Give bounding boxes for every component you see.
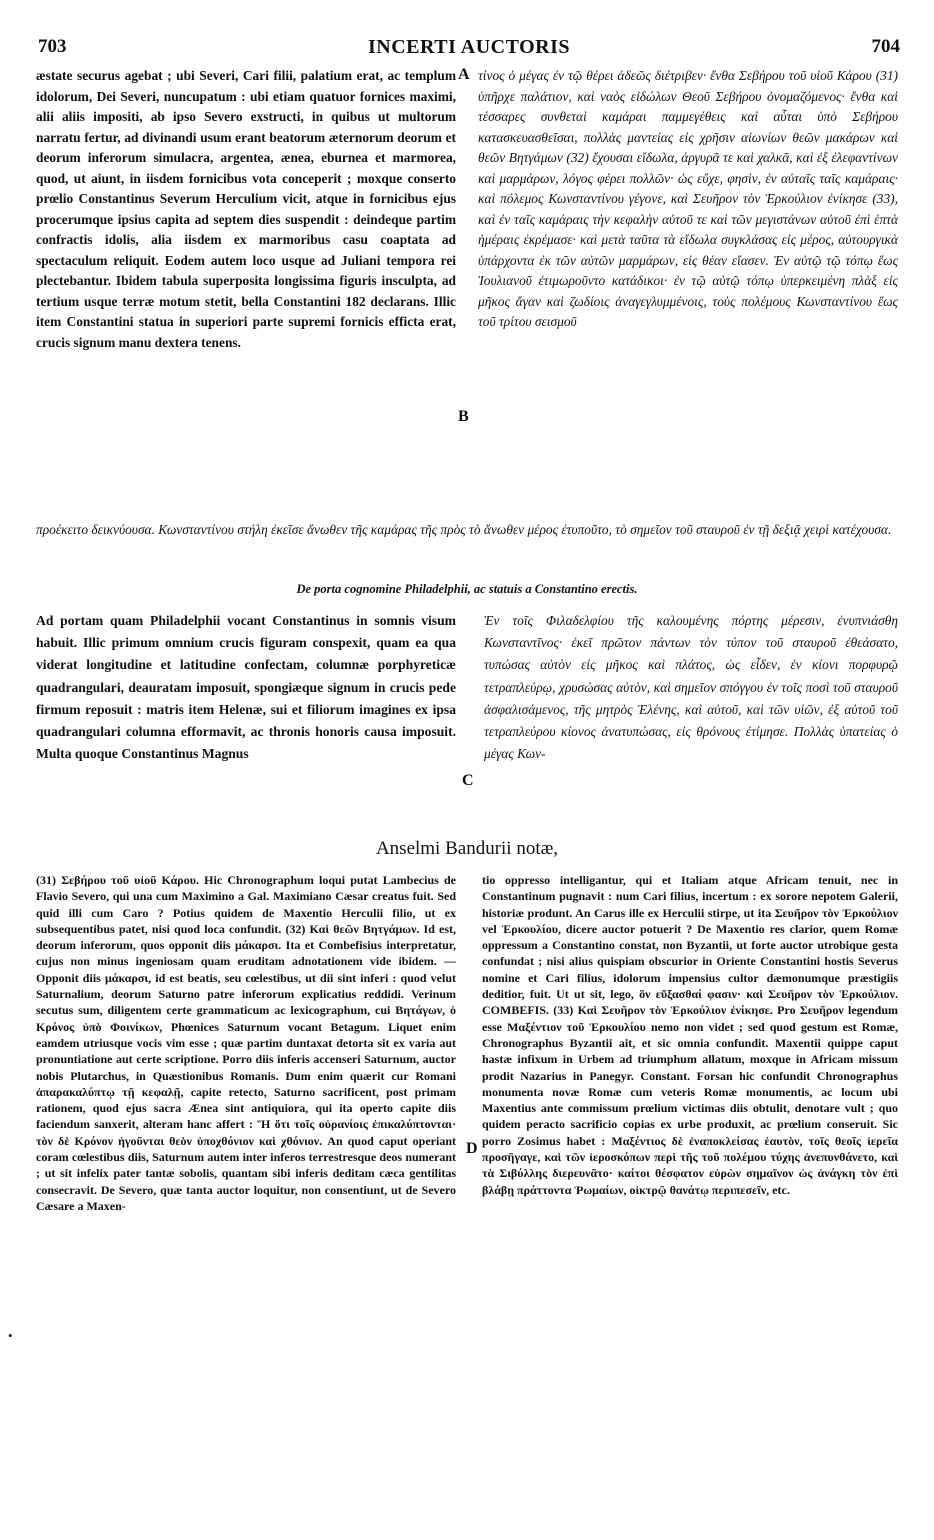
margin-marker-a: A xyxy=(458,66,470,83)
latin-paragraph-1: æstate securus agebat ; ubi Severi, Cari filii, palatium erat, ac templum idolorum, Dei Severi, nuncupatum : ubi etiam quatuor fornices maximi, alii aliis impositi, ab ipso Severo exstructi, in quibus ut multorum narratu fertur, ad divinandi usum erant beatorum æternorum deorum et deorum inferorum simulacra, argentea, ænea, eburnea et marmorea, quod, ut aiunt, in iisdem fornicibus vota conceperit ; moxque conserto prœlio Constantinus Severum Herculium vicit, atque in fornicibus ejus procerumque ipsius capita ad septem dies suspendit : deindeque partim confractis idolis, alia iisdem ex marmoribus casu coaptata ad spectaculum reliquit. Eodem autem loco usque ad Juliani tempora rei plectebantur. Ibidem tabula superposita longissima figuris insculpta, ad tertium usque terræ motum stetit, bella Constantini 182 declarans. Illic item Constantini statua in superiori parte supremi fornicis efficta erat, crucis signum manu dextera tenens. xyxy=(36,68,456,350)
notes-right-text: tio oppresso intelligantur, qui et Italiam atque Africam tenuit, nec in Constantinum pugnavit : num Cari filius, incertum : ex sorore nepotem Galerii, historiæ produnt. An Carus ille ex Herculii stirpe, ut ita Σευῆρον τὸν Ἑρκούλιον vel Ἑρκουλίου, dicere auctor potuerit ? De Maxentio res clarior, quem Romæ oppressum a Constantino constat, non Byzantii, ut forte auctor utrobique gesta confundat ; nisi alius quispiam obscurior in Oriente Constantini hostis Severus nomine et Cari filius, idolorum impensius cultor dæmonumque præstigiis deditior, fuit. Ut ut sit, lego, ὃν εὔξασθαί φασιν· καὶ Σευῆρον τὸν Ἑρκούλιον. COMBEFIS. (33) Καὶ Σευῆρον τὸν Ἑρκούλιον ἐνίκησε. Pro Σευῆρον legendum esse Μαξέντιον τοῦ Ἑρκουλίου nemo non videt ; sed quod gestum est Romæ, Chronographus Byzantii ait, et sic omnia confundit. Maxentii quippe caput hastæ infixum in Urbem ad triumphum allatum, moxque in Africam missum prodit Nazarius in Panegyr. Constant. Forsan hic confundit Chronographus monumenta novæ Romæ cum veteris Romæ monumentis, ac locum ubi Maxentius ante commissum prœlium victimas diis obtulit, denotare vult ; quo quidem peracto sacrificio copias ex urbe produxit, ac prœlium conseruit. Sic porro Zosimus habet : Μαξέντιος δὲ ἐναποκλείσας ἑαυτὸν, τοῖς θεοῖς ἱερεῖα προσῆγαγε, καὶ τῶν ἱεροσκόπων περὶ τῆς τοῦ πολέμου τύχης ἀνεπυνθάνετο, καὶ τὰ Σιβύλλης διερευνᾶτο· καίτοι θέσφατον εὑρὼν σημαῖνον ὡς ἀνάγκη τὸν ἐπὶ βλάβῃ πράττοντα Ῥωμαίων, οἰκτρῷ θανάτῳ περιπεσεῖν, etc. xyxy=(482,873,898,1197)
latin-column-section-2 xyxy=(36,610,456,835)
notes-left-column xyxy=(36,872,456,1522)
notes-left-text: (31) Σεβήρου τοῦ υἱοῦ Κάρου. Hic Chronographum loqui putat Lambecius de Flavio Severo, qui una cum Maximino a Gal. Maximiano Cæsar creatus fuit. Sed quid illi cum Caro ? Potius quidem de Maxentio Herculii filio, ut ex subsequentibus patet, nisi quod loca confundit. (32) Καὶ θεῶν Βητγάμων. Id est, deorum inferorum, quos opponit diis μάκαρσι. Ita et Combefisius interpretatur, cujus non minus ingeniosam quam eruditam adnotationem vide ibidem. — Opponit diis μάκαρσι, id est beatis, seu cœlestibus, ut dii sint inferi : quod velut Saturnalium, deorum Saturno patre inferorum explicatius reddidi. Verinum secutus sum, diligentem certe grammaticum ac lexicographum, cui Βητάγων, ὁ Κρόνος ὑπὸ Φοινίκων, Phœnices Saturnum vocant Betagum. Liquet enim eamdem utriusque vocis vim esse ; quæ partim duntaxat detorta sit ex varia aut pronuntiatione aut certe scriptione. Porro diis inferis accenseri Saturnum, auctor nobis Plutarchus, in Quæstionibus Romanis. Dum enim quærit cur Romani ἀπαρακαλύπτῳ τῇ κεφαλῇ, capite retecto, Saturno sacrificent, post primam rationem, quod ejus sacra Æneа sint antiquiora, qui ita operto capite diis faciendum sanxerit, alteram hanc affert : Ἢ ὅτι τοῖς οὐρανίοις ἐπικαλύπτονται· τὸν δὲ Κρόνον ἡγοῦνται θεὸν ὑποχθόνιον καὶ χθόνιον. An quod caput operiant coram cœlestibus diis, Saturnum autem inter inferos terrestresque deos numerant ; ut sit infelix pater tantæ sobolis, quantam sibi inferis deditam cæca gentilitas consecravit. De Severo, quæ tanta auctor loquitur, non consentiunt, ut de Severo Cæsare a Maxen- xyxy=(36,873,456,1213)
notes-right-column xyxy=(482,872,898,1522)
margin-marker-b: B xyxy=(458,408,469,425)
latin-column-section-1 xyxy=(36,66,456,518)
stray-ink-mark: • xyxy=(8,1328,13,1343)
greek-column-section-1 xyxy=(478,66,898,518)
margin-marker-d: D xyxy=(466,1140,478,1157)
greek-paragraph-1-continuation: προέκειτο δεικνύουσα. Κωνσταντίνου στήλη ἐκεῖσε ἄνωθεν τῆς καμάρας τῆς πρὸς τὸ ἄνωθεν μέρος ἐτυποῦτο, τὸ σημεῖον τοῦ σταυροῦ ἐν τῇ δεξιᾷ χειρὶ κατέχουσα. xyxy=(36,522,892,537)
notes-heading: Anselmi Bandurii notæ, xyxy=(375,838,559,859)
greek-full-width-lines xyxy=(36,520,898,564)
greek-paragraph-2: Ἐν τοῖς Φιλαδελφίου τῆς καλουμένης πόρτης μέρεσιν, ἐνυπνιάσθη Κωνσταντῖνος· ἐκεῖ πρῶτον πάντων τὸν τύπον τοῦ σταυροῦ ἐθεάσατο, τυπώσας αὐτὸν εἰς μῆκος καὶ πλάτος, ὡς εἶδεν, ἐν κίονι πορφυρῷ τετραπλεύρῳ, χρυσώσας αὐτὸν, καὶ σημεῖον σπόγγου ἐν τοῖς ποσὶ τοῦ σταυροῦ ἀσφαλισάμενος, τῆς μητρὸς Ἑλένης, καὶ αὐτοῦ, καὶ τῶν υἱῶν, ἐξ αὐτοῦ τοῦ τετραπλεύρου κίονος ἀνατυπώσας, εἰς θρόνους ἐτίμησε. Πολλὰς ὑπατείας ὁ μέγας Κων- xyxy=(484,613,898,762)
margin-marker-c: C xyxy=(462,772,474,789)
section-subtitle: De porta cognomine Philadelphii, ac statuis a Constantino erectis. xyxy=(296,582,638,596)
latin-paragraph-2: Ad portam quam Philadelphii vocant Constantinus in somnis visum habuit. Illic primum omnium crucis figuram conspexit, quam ea qua viderat longitudine et latitudine confectam, columnæ porphyreticæ quadrangulari, deauratam imposuit, spongiæque signum in crucis pede firmum reposuit : matris item Helenæ, sui et filiorum imagines ex ipsa quadrangulari columna efformavit, ac thronis honoris causa imposuit. Multa quoque Constantinus Magnus xyxy=(36,613,456,762)
page-number-right: 704 xyxy=(871,36,900,57)
running-title: INCERTI AUCTORIS xyxy=(368,36,570,58)
running-header xyxy=(38,36,900,58)
greek-column-section-2 xyxy=(484,610,898,835)
page-number-left: 703 xyxy=(38,36,67,57)
greek-paragraph-1: τίνος ὁ μέγας ἐν τῷ θέρει ἀδεῶς διέτριβεν· ἔνθα Σεβήρου τοῦ υἱοῦ Κάρου (31) ὑπῆρχε παλάτιον, καὶ ναὸς εἰδώλων Θεοῦ Σεβήρου ὀνομαζόμενος· ἔνθα καὶ τέσσαρες συνθεταὶ καμάραι παμμεγέθεις καὶ αὗται ὑπὸ Σεβήρου κατασκευασθεῖσαι, πολλὰς μαντείας εἰς χρῆσιν αἰωνίων θεῶν μακάρων καὶ θεῶν Βητγάμων (32) ἔχουσαι εἴδωλα, ἀργυρᾶ τε καὶ χαλκᾶ, καὶ ἐξ ἐλεφαντίνων καὶ μαρμάρων, λόγος φέρει πολλῶν· ὡς εὔχε, φησὶν, ἐν αὐταῖς ταῖς καμάραις· καὶ πόλεμος Κωνσταντίνου γέγονε, καὶ Σευῆρον τὸν Ἑρκούλιον ἐνίκησε (33), καὶ ἐν ταῖς καμάραις τὴν κεφαλὴν αὐτοῦ τε καὶ τῶν μεγιστάνων αὐτοῦ ἐπὶ ἑπτὰ ἡμέραις ἐκρέμασε· καὶ μετὰ ταῦτα τὰ εἴδωλα συγκλάσας εἰς μέρος, αὐτουργικὰ ὑπάρχοντα ἐκ τῶν αὐτῶν μαρμάρων, εἰς θέαν εἴασεν. Ἐν αὐτῷ τῷ τόπῳ ἕως Ἰουλιανοῦ ἐτιμωροῦντο κατάδικοι· ἐν τῷ αὐτῷ τόπῳ ὑπερκειμένη πλὰξ εἰς μῆκος ἄγαν καὶ ζωδίοις ἀναγεγλυμμένοις, τοὺς πολέμους Κωνσταντίνου ἕως τοῦ τρίτου σεισμοῦ xyxy=(478,68,898,329)
